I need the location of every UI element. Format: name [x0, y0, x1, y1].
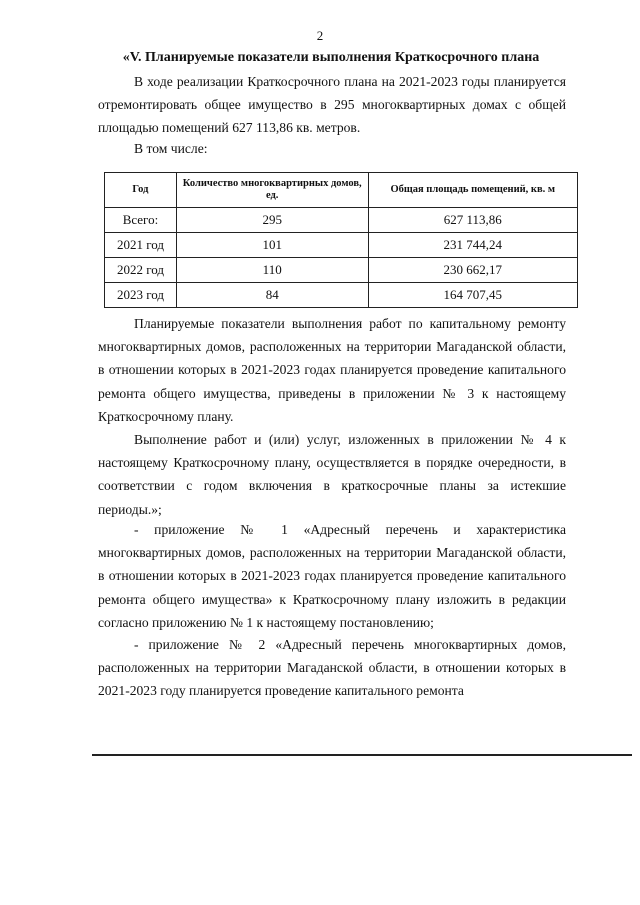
header-area: Общая площадь помещений, кв. м	[368, 173, 577, 208]
paragraph-appendix-2-text: - приложение № 2 «Адресный перечень многоквартирных домов, расположенных на территории Магаданской области, в отношении которых в 2021-2023 году планируется проведение капитального ремонта	[98, 637, 566, 699]
cell-area: 231 744,24	[368, 233, 577, 258]
paragraph-works-text: Выполнение работ и (или) услуг, изложенных в приложении № 4 к настоящему Краткосрочному плану, осуществляется в порядке очередности, в соответствии с годом включения в краткосрочные планы за истекшие периоды.»;	[98, 432, 566, 517]
table-header-row	[105, 173, 578, 208]
intro-paragraph	[98, 70, 566, 140]
paragraph-indicators	[98, 312, 566, 428]
in-that-number-label: В том числе:	[134, 141, 208, 156]
indicators-table	[104, 172, 578, 308]
paragraph-appendix-2	[98, 633, 566, 703]
paragraph-works	[98, 428, 566, 521]
header-count: Количество многоквартирных домов, ед.	[176, 173, 368, 208]
cell-count: 84	[176, 283, 368, 308]
cell-count: 295	[176, 208, 368, 233]
cell-year: 2022 год	[105, 258, 177, 283]
cell-year: Всего:	[105, 208, 177, 233]
cell-count: 101	[176, 233, 368, 258]
section-title: «V. Планируемые показатели выполнения Краткосрочного плана	[122, 50, 540, 65]
header-year: Год	[105, 173, 177, 208]
cell-area: 627 113,86	[368, 208, 577, 233]
cell-area: 164 707,45	[368, 283, 577, 308]
page-footer-divider	[92, 754, 632, 756]
cell-year: 2021 год	[105, 233, 177, 258]
cell-area: 230 662,17	[368, 258, 577, 283]
paragraph-indicators-text: Планируемые показатели выполнения работ по капитальному ремонту многоквартирных домов, расположенных на территории Магаданской области, в отношении которых в 2021-2023 годах планируется проведение капитального ремонта общего имущества, приведены в приложении № 3 к настоящему Краткосрочному плану.	[98, 316, 566, 424]
intro-text: В ходе реализации Краткосрочного плана на 2021-2023 годы планируется отремонтировать общее имущество в 295 многоквартирных домах с общей площадью помещений 627 113,86 кв. метров.	[98, 74, 566, 136]
table-row	[105, 208, 578, 233]
page-number: 2	[316, 28, 324, 43]
table-row	[105, 258, 578, 283]
paragraph-appendix-1	[98, 518, 566, 634]
cell-year: 2023 год	[105, 283, 177, 308]
paragraph-appendix-1-text: - приложение № 1 «Адресный перечень и характеристика многоквартирных домов, расположенных на территории Магаданской области, в отношении которых в 2021-2023 годах планируется проведение капитального ремонта общего имущества» к Краткосрочному плану изложить в редакции согласно приложению № 1 к настоящему постановлению;	[98, 522, 566, 630]
table-row	[105, 233, 578, 258]
table-row	[105, 283, 578, 308]
cell-count: 110	[176, 258, 368, 283]
